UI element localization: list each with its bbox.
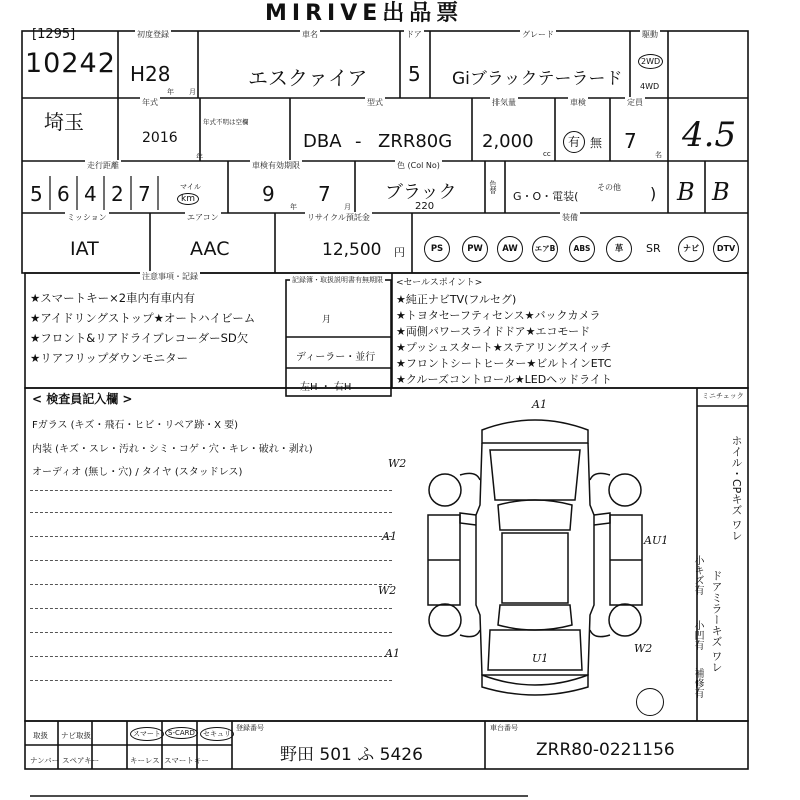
paint-options: G・O・電装( xyxy=(513,190,579,203)
hdr-doors: ドア xyxy=(406,30,422,39)
lot-code: [1295] xyxy=(32,27,76,42)
side-check-line-1: ホイル・CPキズ ワレ xyxy=(730,435,743,541)
note-front: A1 xyxy=(532,398,547,411)
grade-score-a: B xyxy=(677,178,695,206)
side-check-line-5: 補修有 xyxy=(692,668,703,698)
type-model: ZRR80G xyxy=(378,131,453,152)
hdr-drive: 駆動 xyxy=(642,30,658,39)
equipment-navi: ナビ xyxy=(678,236,704,262)
blank-line-5 xyxy=(30,584,392,585)
hdr-displacement: 排気量 xyxy=(492,98,516,107)
color-no: 220 xyxy=(415,201,435,212)
recycle-unit: 円 xyxy=(394,246,405,259)
point-item-4: ★リアフリップダウンモニター xyxy=(30,351,189,365)
hdr-model-year: 年式 xyxy=(142,98,158,107)
inspector-line-glass: Fガラス (キズ・飛石・ヒビ・リペア跡・X 要) xyxy=(32,420,239,431)
note-left-mid: A1 xyxy=(382,530,397,543)
plate-label: 登録番号 xyxy=(236,724,264,732)
sales-item-1: ★純正ナビTV(フルセグ) xyxy=(396,293,517,306)
shaken-yes: 有 xyxy=(563,131,585,153)
hdr-car-name: 車名 xyxy=(302,30,318,39)
blank-line-7 xyxy=(30,632,392,633)
hdr-grade: グレード xyxy=(522,30,554,39)
color: ブラック xyxy=(385,182,457,203)
plate-number: 野田 501 ふ 5426 xyxy=(280,745,423,765)
blank-line-9 xyxy=(30,680,392,681)
sales-item-3: ★両側パワースライドドア★エコモード xyxy=(396,325,591,338)
footer-cell-keyless: キーレス xyxy=(130,756,160,765)
type-dash: - xyxy=(355,131,362,152)
inspector-line-audio: オーディオ (無し・穴) / タイヤ (スタッドレス) xyxy=(32,467,243,478)
first-reg-year: H28 xyxy=(130,62,171,86)
handwritten-score: 4.5 xyxy=(682,115,737,155)
drive-2wd: 2WD xyxy=(638,54,663,69)
footer-cell-spare: スペアキー xyxy=(62,756,100,765)
lot-number: 10242 xyxy=(25,48,116,79)
equipment-tv: DTV xyxy=(713,236,739,262)
sales-item-6: ★クルーズコントロール★LEDヘッドライト xyxy=(396,373,612,386)
side-check-line-4: ドアミラーキズ ワレ xyxy=(710,570,723,673)
note-right-mid: AU1 xyxy=(644,534,669,547)
chassis-number: ZRR80-0221156 xyxy=(536,740,675,760)
footer-cell-smartkey: スマートキー xyxy=(164,756,209,765)
note-rear-right: W2 xyxy=(634,642,653,655)
hdr-capacity: 定員 xyxy=(627,98,643,107)
side-check-line-2: 小キズ有 xyxy=(692,555,703,595)
point-item-3: ★フロント&リアドライブレコーダーSD欠 xyxy=(30,331,249,345)
paint-close: ) xyxy=(650,184,657,203)
hdr-equipment: 装備 xyxy=(562,213,578,222)
hdr-transmission: ミッション xyxy=(67,213,107,222)
point-item-1: ★スマートキー×2車内有車内有 xyxy=(30,291,196,305)
grade: Giブラックテーラード xyxy=(452,69,623,89)
side-check-header: ミニチェック xyxy=(702,392,744,400)
sales-item-2: ★トヨタセーフティセンス★バックカメラ xyxy=(396,309,601,322)
equipment-leather: 革 xyxy=(606,236,632,262)
footer-cell-scard: S-CARD xyxy=(165,727,198,739)
blank-line-1 xyxy=(30,490,392,491)
dealer-label: ディーラー・並行 xyxy=(296,352,376,363)
blank-line-6 xyxy=(30,608,392,609)
cc-unit: cc xyxy=(543,150,551,158)
hdr-color: 色 (Col No) xyxy=(397,161,440,170)
hdr-type: 型式 xyxy=(367,98,383,107)
inspector-header: < 検査員記入欄 > xyxy=(32,392,133,406)
grade-score-b: B xyxy=(712,178,730,206)
transmission: IAT xyxy=(70,238,99,260)
equipment-abs: ABS xyxy=(569,236,595,262)
steering: 左H ・ 右H xyxy=(300,382,352,393)
shaken-month-unit: 月 xyxy=(344,203,351,211)
displacement: 2,000 xyxy=(482,131,534,152)
hdr-shaken-exp: 車検有効期限 xyxy=(252,161,300,170)
sales-item-5: ★フロントシートヒーター★ビルトインETC xyxy=(396,357,612,370)
side-check-line-3: 小凹有 xyxy=(692,620,703,650)
shaken-month: 7 xyxy=(318,182,331,206)
hdr-shaken: 車検 xyxy=(570,98,586,107)
model-year: 2016 xyxy=(142,130,178,146)
hdr-aircon: エアコン xyxy=(187,213,219,222)
capacity: 7 xyxy=(624,129,637,153)
note-left-front: W2 xyxy=(388,457,407,470)
footer-cell-number: ナンバー xyxy=(30,756,60,765)
chassis-label: 車台番号 xyxy=(490,724,518,732)
blank-line-8 xyxy=(30,656,392,657)
year-note: 年式不明は空欄 xyxy=(203,118,249,126)
hdr-first-reg: 初度登録 xyxy=(137,30,169,39)
color-change: 色替 xyxy=(489,180,497,194)
footer-cell-handling: 取扱 xyxy=(33,731,48,740)
equipment-aw: AW xyxy=(497,236,523,262)
mileage-digit-5: 7 xyxy=(138,182,151,206)
month-label: 月 xyxy=(189,88,196,96)
hdr-recycle: リサイクル預託金 xyxy=(307,213,370,222)
mileage-digit-3: 4 xyxy=(84,182,97,206)
type-prefix: DBA xyxy=(303,131,342,152)
sales-header: <セールスポイント> xyxy=(396,278,483,288)
hdr-other: その他 xyxy=(597,183,621,192)
recycle-fee: 12,500 xyxy=(322,240,382,260)
prefecture: 埼玉 xyxy=(44,110,84,134)
capacity-unit: 名 xyxy=(655,151,662,159)
blank-line-2 xyxy=(30,512,392,513)
mileage-digit-4: 2 xyxy=(111,182,124,206)
doors: 5 xyxy=(408,62,421,86)
note-rear: U1 xyxy=(532,652,549,665)
year-label: 年 xyxy=(167,88,174,96)
record-book-header: 記録簿・取扱説明書有無期限 xyxy=(292,276,383,284)
footer-cell-smart: スマート xyxy=(130,727,164,741)
record-book-month: 月 xyxy=(322,315,332,325)
equipment-airbag: エアB xyxy=(532,236,558,262)
equipment-ps: PS xyxy=(424,236,450,262)
note-left-rear: W2 xyxy=(378,584,397,597)
note-left-bottom: A1 xyxy=(385,647,400,660)
car-name: エスクァイア xyxy=(248,66,368,90)
km-label: km xyxy=(177,193,199,205)
shaken-year-unit: 年 xyxy=(290,203,297,211)
footer-cell-navi: ナビ取扱 xyxy=(61,731,91,740)
shaken-year: 9 xyxy=(262,182,275,206)
inspector-line-interior: 内装 (キズ・スレ・汚れ・シミ・コゲ・穴・キレ・破れ・剥れ) xyxy=(32,444,313,455)
mileage-digit-1: 5 xyxy=(30,182,43,206)
mile-label: マイル xyxy=(180,183,201,191)
point-item-2: ★アイドリングストップ★オートハイビーム xyxy=(30,311,256,325)
blank-line-3 xyxy=(30,536,392,537)
form-title: MIRIVE出品票 xyxy=(265,1,464,26)
footer-cell-security: セキュリ xyxy=(200,727,234,741)
equipment-pw: PW xyxy=(462,236,488,262)
sales-item-4: ★プッシュスタート★ステアリングスイッチ xyxy=(396,341,612,354)
drive-4wd: 4WD xyxy=(640,82,660,91)
points-header: 注意事項・記録 xyxy=(142,272,198,281)
aircon: AAC xyxy=(190,238,230,260)
hdr-mileage: 走行距離 xyxy=(87,161,119,170)
shaken-no: 無 xyxy=(590,136,603,150)
model-year-unit: 年 xyxy=(196,153,203,161)
mileage-digit-2: 6 xyxy=(57,182,70,206)
empty-circle-mark xyxy=(636,688,664,716)
blank-line-4 xyxy=(30,560,392,561)
equipment-sunroof: SR xyxy=(646,242,661,255)
